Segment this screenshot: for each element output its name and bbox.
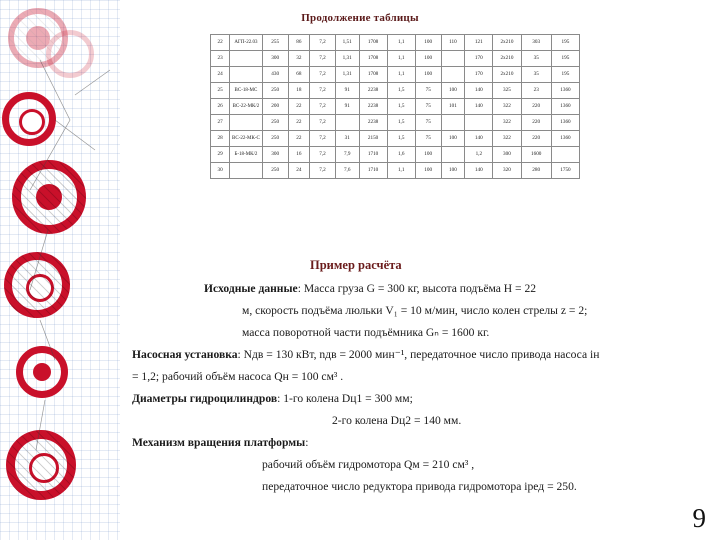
body-line [132,454,702,475]
table-cell: 75 [415,115,441,131]
table-row [211,35,580,51]
table-cell: 1,5 [387,99,415,115]
table-cell: 1,6 [387,147,415,163]
table-cell: 140 [465,99,493,115]
table-cell: 1,1 [387,163,415,179]
table-cell [465,115,493,131]
table-cell: АГП-22.03 [230,35,263,51]
label-rotation-mechanism: Механизм вращения платформы [132,436,306,449]
table-cell: 325 [493,83,521,99]
body-line [132,410,702,431]
table-cell: 22 [288,99,309,115]
table-cell: 110 [441,35,465,51]
table-cell [441,51,465,67]
table-cell: 2238 [359,99,387,115]
table-cell: 18 [288,83,309,99]
table-cell: 1360 [551,131,579,147]
table-cell: 7,2 [310,131,336,147]
line-text: : Nдв = 130 кВт, nдв = 2000 мин⁻¹, передаточное число привода насоса iн [237,348,600,361]
table-cell: 7,2 [310,163,336,179]
table-cell: 430 [262,67,288,83]
line-text: : [305,436,309,449]
gear-illustration [0,0,120,540]
table-cell: 220 [521,99,551,115]
table-cell: ВС-22-МК/2 [230,99,263,115]
table-row [211,51,580,67]
table-cell: 322 [493,131,521,147]
table-row [211,147,580,163]
table-cell: 1708 [359,51,387,67]
label-cylinder-diameters: Диаметры гидроцилиндров [132,392,278,405]
table-cell: 100 [415,51,441,67]
table-cell: 300 [262,51,288,67]
table-cell: 68 [288,67,309,83]
table-cell: 1710 [359,147,387,163]
table-cell: 100 [415,67,441,83]
table-cell: 100 [415,35,441,51]
table-cell: 250 [262,115,288,131]
table-cell: ВС-18-МС [230,83,263,99]
page-title: Продолжение таблицы [301,12,419,24]
table-cell: 101 [441,99,465,115]
table-cell [441,67,465,83]
page-number: 9 [692,503,706,533]
body-line [132,366,702,387]
table-row [211,131,580,147]
body-line [132,388,702,409]
body-line [132,476,702,497]
table-cell: 7,2 [310,99,336,115]
table-cell: 100 [441,131,465,147]
table-cell: 7,2 [310,35,336,51]
table-cell: 86 [288,35,309,51]
table-cell: 31 [335,131,359,147]
table-row [211,115,580,131]
table-cell: 100 [415,147,441,163]
table-cell: 250 [262,83,288,99]
table-cell: 1,1 [387,35,415,51]
table-cell: 75 [415,131,441,147]
table-cell: 280 [521,163,551,179]
table-cell: 16 [288,147,309,163]
body-line [132,278,702,299]
table-cell: 170 [465,67,493,83]
table-cell: 22 [288,131,309,147]
example-heading: Пример расчёта [310,258,402,272]
table-cell: 30 [211,163,230,179]
table-cell: 300 [493,147,521,163]
table-cell: 23 [211,51,230,67]
body-line [132,322,702,343]
table-cell: 100 [441,83,465,99]
body-line [132,344,702,365]
table-cell: 2238 [359,83,387,99]
table-row [211,163,580,179]
table-cell: 1,31 [335,51,359,67]
table-cell: 1708 [359,35,387,51]
table-cell: 2х210 [493,67,521,83]
line-text: м, скорость подъёма люльки V₁ = 10 м/мин, число колен стрелы z = 2; [242,304,588,317]
table-cell: 195 [551,35,579,51]
table-cell: 7,9 [335,147,359,163]
table-cell: ВС-22-МК-С [230,131,263,147]
table-cell: 7,2 [310,51,336,67]
table-cell: 75 [415,99,441,115]
table-cell: 24 [288,163,309,179]
table-cell: 7,2 [310,67,336,83]
line-text: передаточное число редуктора привода гидромотора iред = 250. [262,480,577,493]
table-cell [230,51,263,67]
table-cell: 322 [493,115,521,131]
table-cell [551,147,579,163]
table-cell: 300 [262,147,288,163]
table-cell: 25 [211,83,230,99]
table-cell: 140 [465,83,493,99]
table-cell: 91 [335,83,359,99]
table-cell: 1,51 [335,35,359,51]
table-cell: 23 [521,83,551,99]
table-cell [441,147,465,163]
table-cell: 26 [211,99,230,115]
table-cell: 2х210 [493,35,521,51]
table-cell: 200 [262,99,288,115]
table-cell: 195 [551,67,579,83]
data-table [210,34,580,179]
table-cell: 322 [493,99,521,115]
table-cell: 7,2 [310,83,336,99]
table-row [211,83,580,99]
table-cell: 1360 [551,83,579,99]
line-text: : 1-го колена Dц1 = 300 мм; [277,392,413,405]
body-line [132,300,702,321]
line-text: масса поворотной части подъёмника Gₙ = 1600 кг. [242,326,490,339]
table-cell: 320 [493,163,521,179]
line-text: = 1,2; рабочий объём насоса Qн = 100 см³ . [132,370,344,383]
table-cell: 1360 [551,99,579,115]
table-cell: 303 [521,35,551,51]
example-body [132,278,702,498]
table-cell: 32 [288,51,309,67]
label-initial-data: Исходные данные [204,282,298,295]
line-text: : Масса груза G = 300 кг, высота подъёма H = 22 [297,282,537,295]
table-cell: 2х210 [493,51,521,67]
table-cell: 195 [551,51,579,67]
table-cell: 220 [521,131,551,147]
table-cell: 121 [465,35,493,51]
table-cell: 255 [262,35,288,51]
table-cell: 1,1 [387,51,415,67]
line-text: 2-го колена Dц2 = 140 мм. [332,414,462,427]
table-cell: 75 [415,83,441,99]
table-cell [230,67,263,83]
table-cell: 250 [262,131,288,147]
table-cell: 27 [211,115,230,131]
table-cell: 1600 [521,147,551,163]
body-line [132,432,702,453]
table-cell: 100 [415,163,441,179]
table-cell: 1,5 [387,131,415,147]
table-row [211,99,580,115]
table-cell: 2150 [359,131,387,147]
table-cell [230,163,263,179]
table-cell: 1750 [551,163,579,179]
continuation-table [210,34,580,179]
table-cell: 22 [211,35,230,51]
table-cell: 91 [335,99,359,115]
table-cell: 1,31 [335,67,359,83]
table-cell: 1,1 [387,67,415,83]
table-cell: 35 [521,51,551,67]
table-cell: 1710 [359,163,387,179]
table-cell: 35 [521,67,551,83]
table-cell: 2238 [359,115,387,131]
table-cell [335,115,359,131]
table-cell: 1,2 [465,147,493,163]
table-cell: Б-18-МК/2 [230,147,263,163]
table-cell: 7,6 [335,163,359,179]
table-cell: 220 [521,115,551,131]
table-cell [441,115,465,131]
table-cell: 7,2 [310,147,336,163]
table-cell: 1,5 [387,115,415,131]
table-cell: 170 [465,51,493,67]
table-cell: 29 [211,147,230,163]
table-cell: 24 [211,67,230,83]
table-cell: 1,5 [387,83,415,99]
label-pump-unit: Насосная установка [132,348,238,361]
mechanism-lines [0,0,120,540]
table-cell: 22 [288,115,309,131]
table-cell: 100 [441,163,465,179]
line-text: рабочий объём гидромотора Qм = 210 см³ , [262,458,475,471]
table-cell: 7,2 [310,115,336,131]
table-row [211,67,580,83]
table-cell [230,115,263,131]
table-cell: 28 [211,131,230,147]
table-cell: 140 [465,163,493,179]
table-cell: 1360 [551,115,579,131]
table-cell: 1708 [359,67,387,83]
table-cell: 140 [465,131,493,147]
table-cell: 250 [262,163,288,179]
